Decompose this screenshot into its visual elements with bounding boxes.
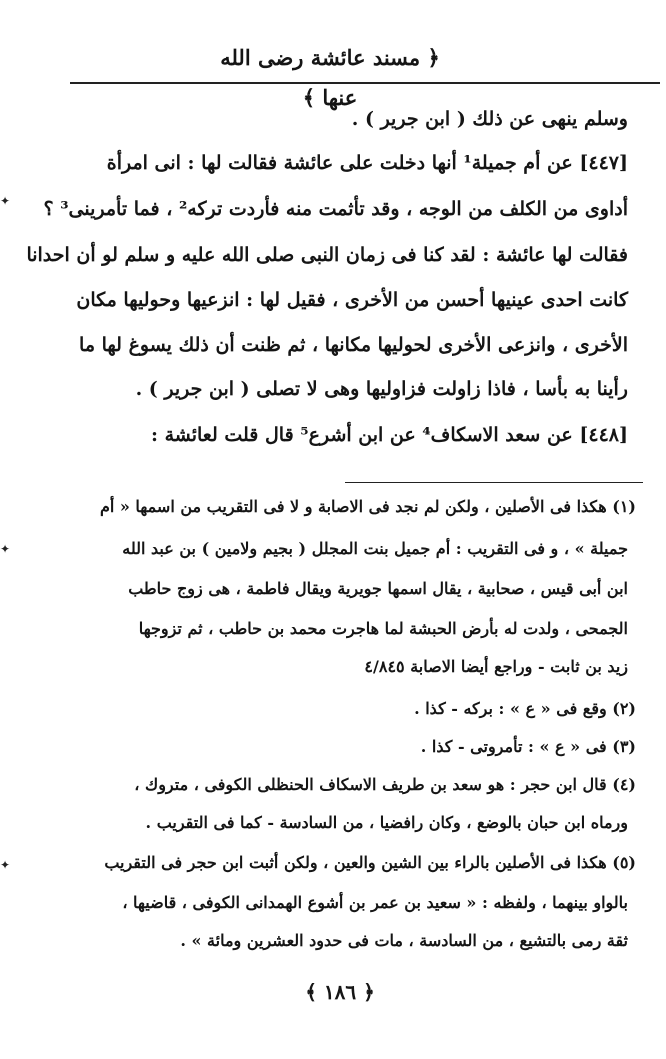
footnote-line: ثقة رمى بالتشيع ، من السادسة ، مات فى حدود العشرين ومائة » . <box>180 931 628 950</box>
footnote-line: ابن أبى قيس ، صحابية ، يقال اسمها جويرية ويقال فاطمة ، هى زوج حاطب <box>128 579 628 598</box>
main-line: [٤٤٨] عن سعد الاسكاف⁴ عن ابن أشرع⁵ قال قلت لعائشة : <box>150 424 628 446</box>
main-line: فقالت لها عائشة : لقد كنا فى زمان النبى صلى الله عليه و سلم لو أن احدانا <box>26 244 628 266</box>
footnote-line: (٥) هكذا فى الأصلين بالراء بين الشين والعين ، ولكن أثبت ابن حجر فى التقريب <box>104 853 636 872</box>
footnote-line: (٢) وقع فى « ع » : بركه - كذا . <box>414 699 636 718</box>
footnote-line: جميلة » ، و فى التقريب : أم جميل بنت المجلل ( بجيم ولامين ) بن عبد الله <box>122 539 628 558</box>
footnote-line: (٣) فى « ع » : تأمروتى - كذا . <box>420 737 636 756</box>
margin-mark-icon: ✦ <box>0 858 11 872</box>
footnote-line: ورماه ابن حبان بالوضع ، وكان رافضيا ، من السادسة - كما فى التقريب . <box>145 813 628 832</box>
margin-mark-icon: ✦ <box>0 194 11 208</box>
margin-mark-icon: ✦ <box>0 542 11 556</box>
main-line: أداوى من الكلف من الوجه ، وقد تأثمت منه فأردت تركه² ، فما تأمرينى³ ؟ <box>43 198 628 220</box>
main-line: [٤٤٧] عن أم جميلة¹ أنها دخلت على عائشة فقالت لها : انى امرأة <box>106 152 628 174</box>
page-header-title: ﴿ مسند عائشة رضى الله عنها ﴾ <box>220 45 440 110</box>
footnote-line: (١) هكذا فى الأصلين ، ولكن لم نجد فى الاصابة و لا فى التقريب من اسمها « أم <box>99 497 636 516</box>
main-line: رأينا به بأسا ، فاذا زاولت فزاوليها وهى لا تصلى ( ابن جرير ) . <box>135 378 628 400</box>
footnote-line: زيد بن ثابت - وراجع أيضا الاصابة ٤/٨٤٥ <box>364 657 628 676</box>
main-line: الأخرى ، وانزعى الأخرى لحوليها مكانها ، ثم ظنت أن ذلك يسوغ لها ما <box>79 334 628 356</box>
footnote-rule <box>345 482 643 483</box>
footnote-line: بالواو بينهما ، ولفظه : « سعيد بن عمر بن أشوع الهمدانى الكوفى ، قاضيها ، <box>122 893 628 912</box>
page-number: ﴿ ١٨٦ ﴾ <box>305 980 375 1004</box>
footnote-line: (٤) قال ابن حجر : هو سعد بن طريف الاسكاف الحنظلى الكوفى ، متروك ، <box>134 775 636 794</box>
main-line: وسلم ينهى عن ذلك ( ابن جرير ) . <box>351 108 628 130</box>
header-rule <box>70 82 660 84</box>
main-line: كانت احدى عينيها أحسن من الأخرى ، فقيل لها : انزعيها وحوليها مكان <box>76 289 628 311</box>
footnote-line: الجمحى ، ولدت له بأرض الحبشة لما هاجرت محمد بن حاطب ، ثم تزوجها <box>138 619 628 638</box>
